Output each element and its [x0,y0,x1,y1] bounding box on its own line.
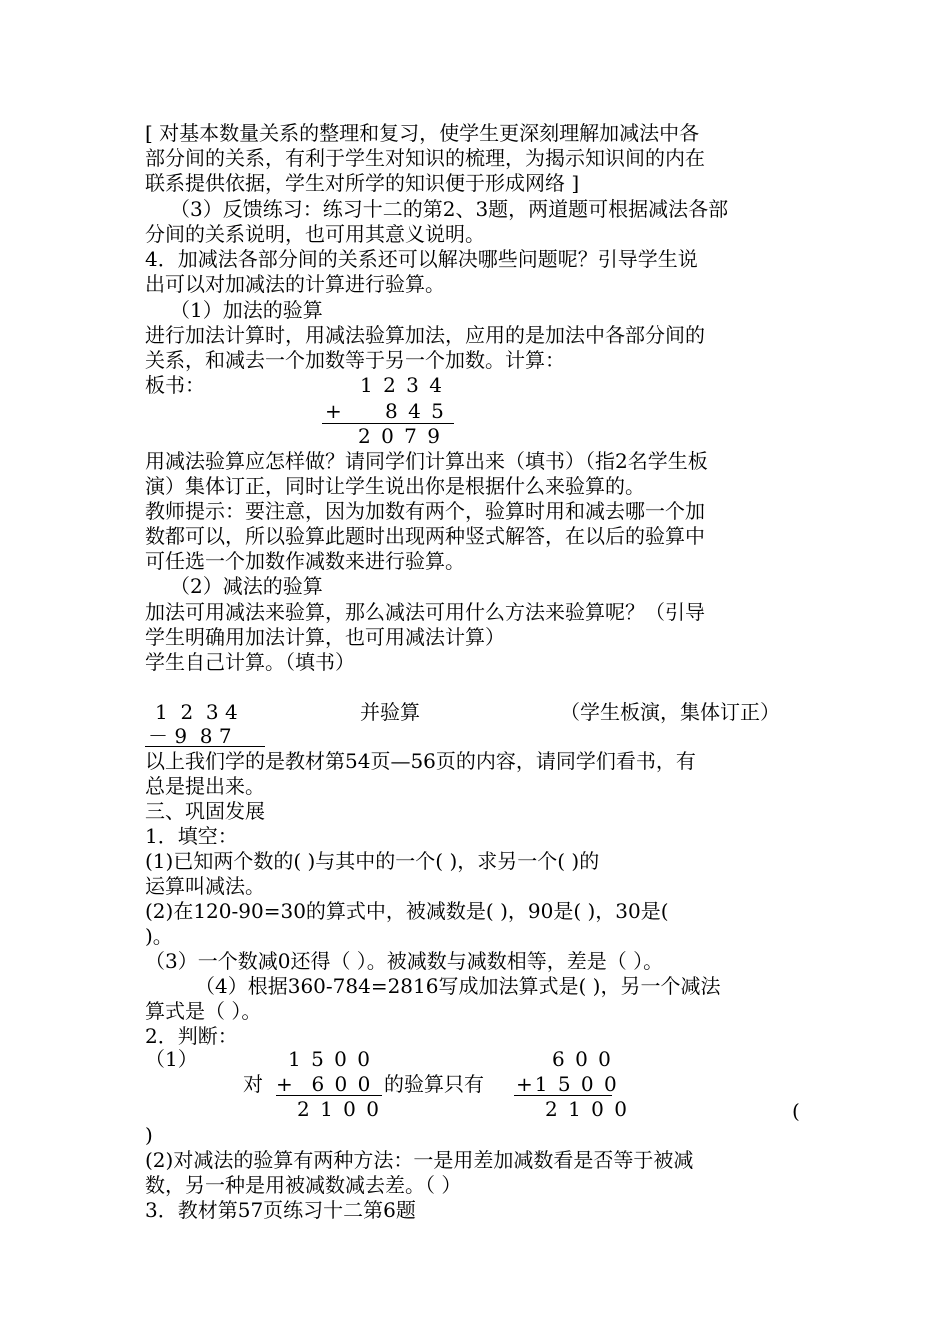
add-check-line-1: 进行加法计算时，用减法验算加法，应用的是加法中各部分间的 [145,323,705,347]
point4-line-2: 出可以对加减法的计算进行验算。 [145,272,445,296]
board-label: 板书： [145,373,205,397]
judge-answer-paren-open: ( [792,1099,800,1123]
section-title: 三、巩固发展 [145,799,265,823]
fill-item-4b: 算式是（ ）。 [145,999,262,1023]
sub-check-line-2: 学生明确用加法计算，也可用减法计算） [145,625,505,649]
judge-right-result: 2 1 0 0 [545,1097,629,1121]
intro-line-3: 联系提供依据，学生对所学的知识便于形成网络 ] [145,171,580,195]
judge-left-top-number: 1 5 0 0 [288,1047,372,1071]
judge-title: 2．判断： [145,1024,238,1048]
add-check-question-2: 演）集体订正，同时让学生说出你是根据什么来验算的。 [145,474,645,498]
add-check-question-1: 用减法验算应怎样做？请同学们计算出来（填书）（指2名学生板 [145,449,708,473]
teacher-tip-3: 可任选一个加数作减数来进行验算。 [145,549,465,573]
judge-left-prefix: 对 [243,1072,263,1096]
fill-item-3: （3）一个数减0还得（ ）。被减数与减数相等，差是（ ）。 [145,949,664,973]
fill-item-1b: 运算叫减法。 [145,874,265,898]
judge-right-rule [514,1095,612,1096]
subtraction-top-number: 1 2 3 4 [155,700,238,724]
sub-check-line-3: 学生自己计算。（填书） [145,650,355,674]
judge-left-rule [276,1095,382,1096]
addition-result: 2 0 7 9 [358,424,442,448]
fill-title: 1．填空： [145,824,238,848]
verify-label: 并验算 [360,700,420,724]
add-check-line-2: 关系，和减去一个加数等于另一个加数。计算： [145,348,565,372]
subtraction-rule [145,746,265,747]
judge-item-1-text: 的验算只有 [384,1072,484,1096]
feedback-line-2: 分间的关系说明，也可用其意义说明。 [145,222,485,246]
judge-right-top-number: 6 0 0 [552,1047,613,1071]
sub-check-heading: （2）减法的验算 [170,574,323,598]
intro-line-2: 部分间的关系，有利于学生对知识的梳理，为揭示知识间的内在 [145,146,705,170]
feedback-line-1: （3）反馈练习：练习十二的第2、3题，两道题可根据减法各部 [170,197,729,221]
summary-line-2: 总是提出来。 [145,774,265,798]
judge-right-second-number: +1 5 0 0 [516,1072,619,1096]
judge-item-2b: 数，另一种是用被减数减去差。（ ） [145,1173,462,1197]
fill-item-1a: (1)已知两个数的( )与其中的一个( )，求另一个( )的 [145,849,600,873]
sub-check-line-1: 加法可用减法来验算，那么减法可用什么方法来验算呢？（引导 [145,600,705,624]
judge-answer-paren-close: ) [145,1123,153,1147]
summary-line-1: 以上我们学的是教材第54页—56页的内容，请同学们看书，有 [145,749,696,773]
addition-operator: + [325,399,342,423]
fill-item-2b: )。 [145,924,173,948]
exercise-3: 3．教材第57页练习十二第6题 [145,1198,416,1222]
add-check-heading: （1）加法的验算 [170,298,323,322]
judge-left-result: 2 1 0 0 [297,1097,381,1121]
fill-item-4a: （4）根据360-784=2816写成加法算式是( )，另一个减法 [195,974,721,998]
teacher-tip-1: 教师提示：要注意，因为加数有两个，验算时用和减去哪一个加 [145,499,705,523]
fill-item-2a: (2)在120-90=30的算式中，被减数是( )，90是( )，30是( [145,899,669,923]
judge-left-second-number: + 6 0 0 [276,1072,373,1096]
intro-line-1: [ 对基本数量关系的整理和复习，使学生更深刻理解加减法中各 [145,121,700,145]
judge-item-2a: (2)对减法的验算有两种方法：一是用差加减数看是否等于被减 [145,1148,694,1172]
subtraction-second-number: － 9 8 7 [148,724,232,748]
board-note: （学生板演，集体订正） [560,700,780,724]
judge-item-1-number: （1） [145,1047,198,1071]
addition-second-number: 8 4 5 [385,399,446,423]
addition-top-number: 1 2 3 4 [360,373,444,397]
teacher-tip-2: 数都可以，所以验算此题时出现两种竖式解答，在以后的验算中 [145,524,705,548]
point4-line-1: 4．加减法各部分间的关系还可以解决哪些问题呢？引导学生说 [145,247,698,271]
